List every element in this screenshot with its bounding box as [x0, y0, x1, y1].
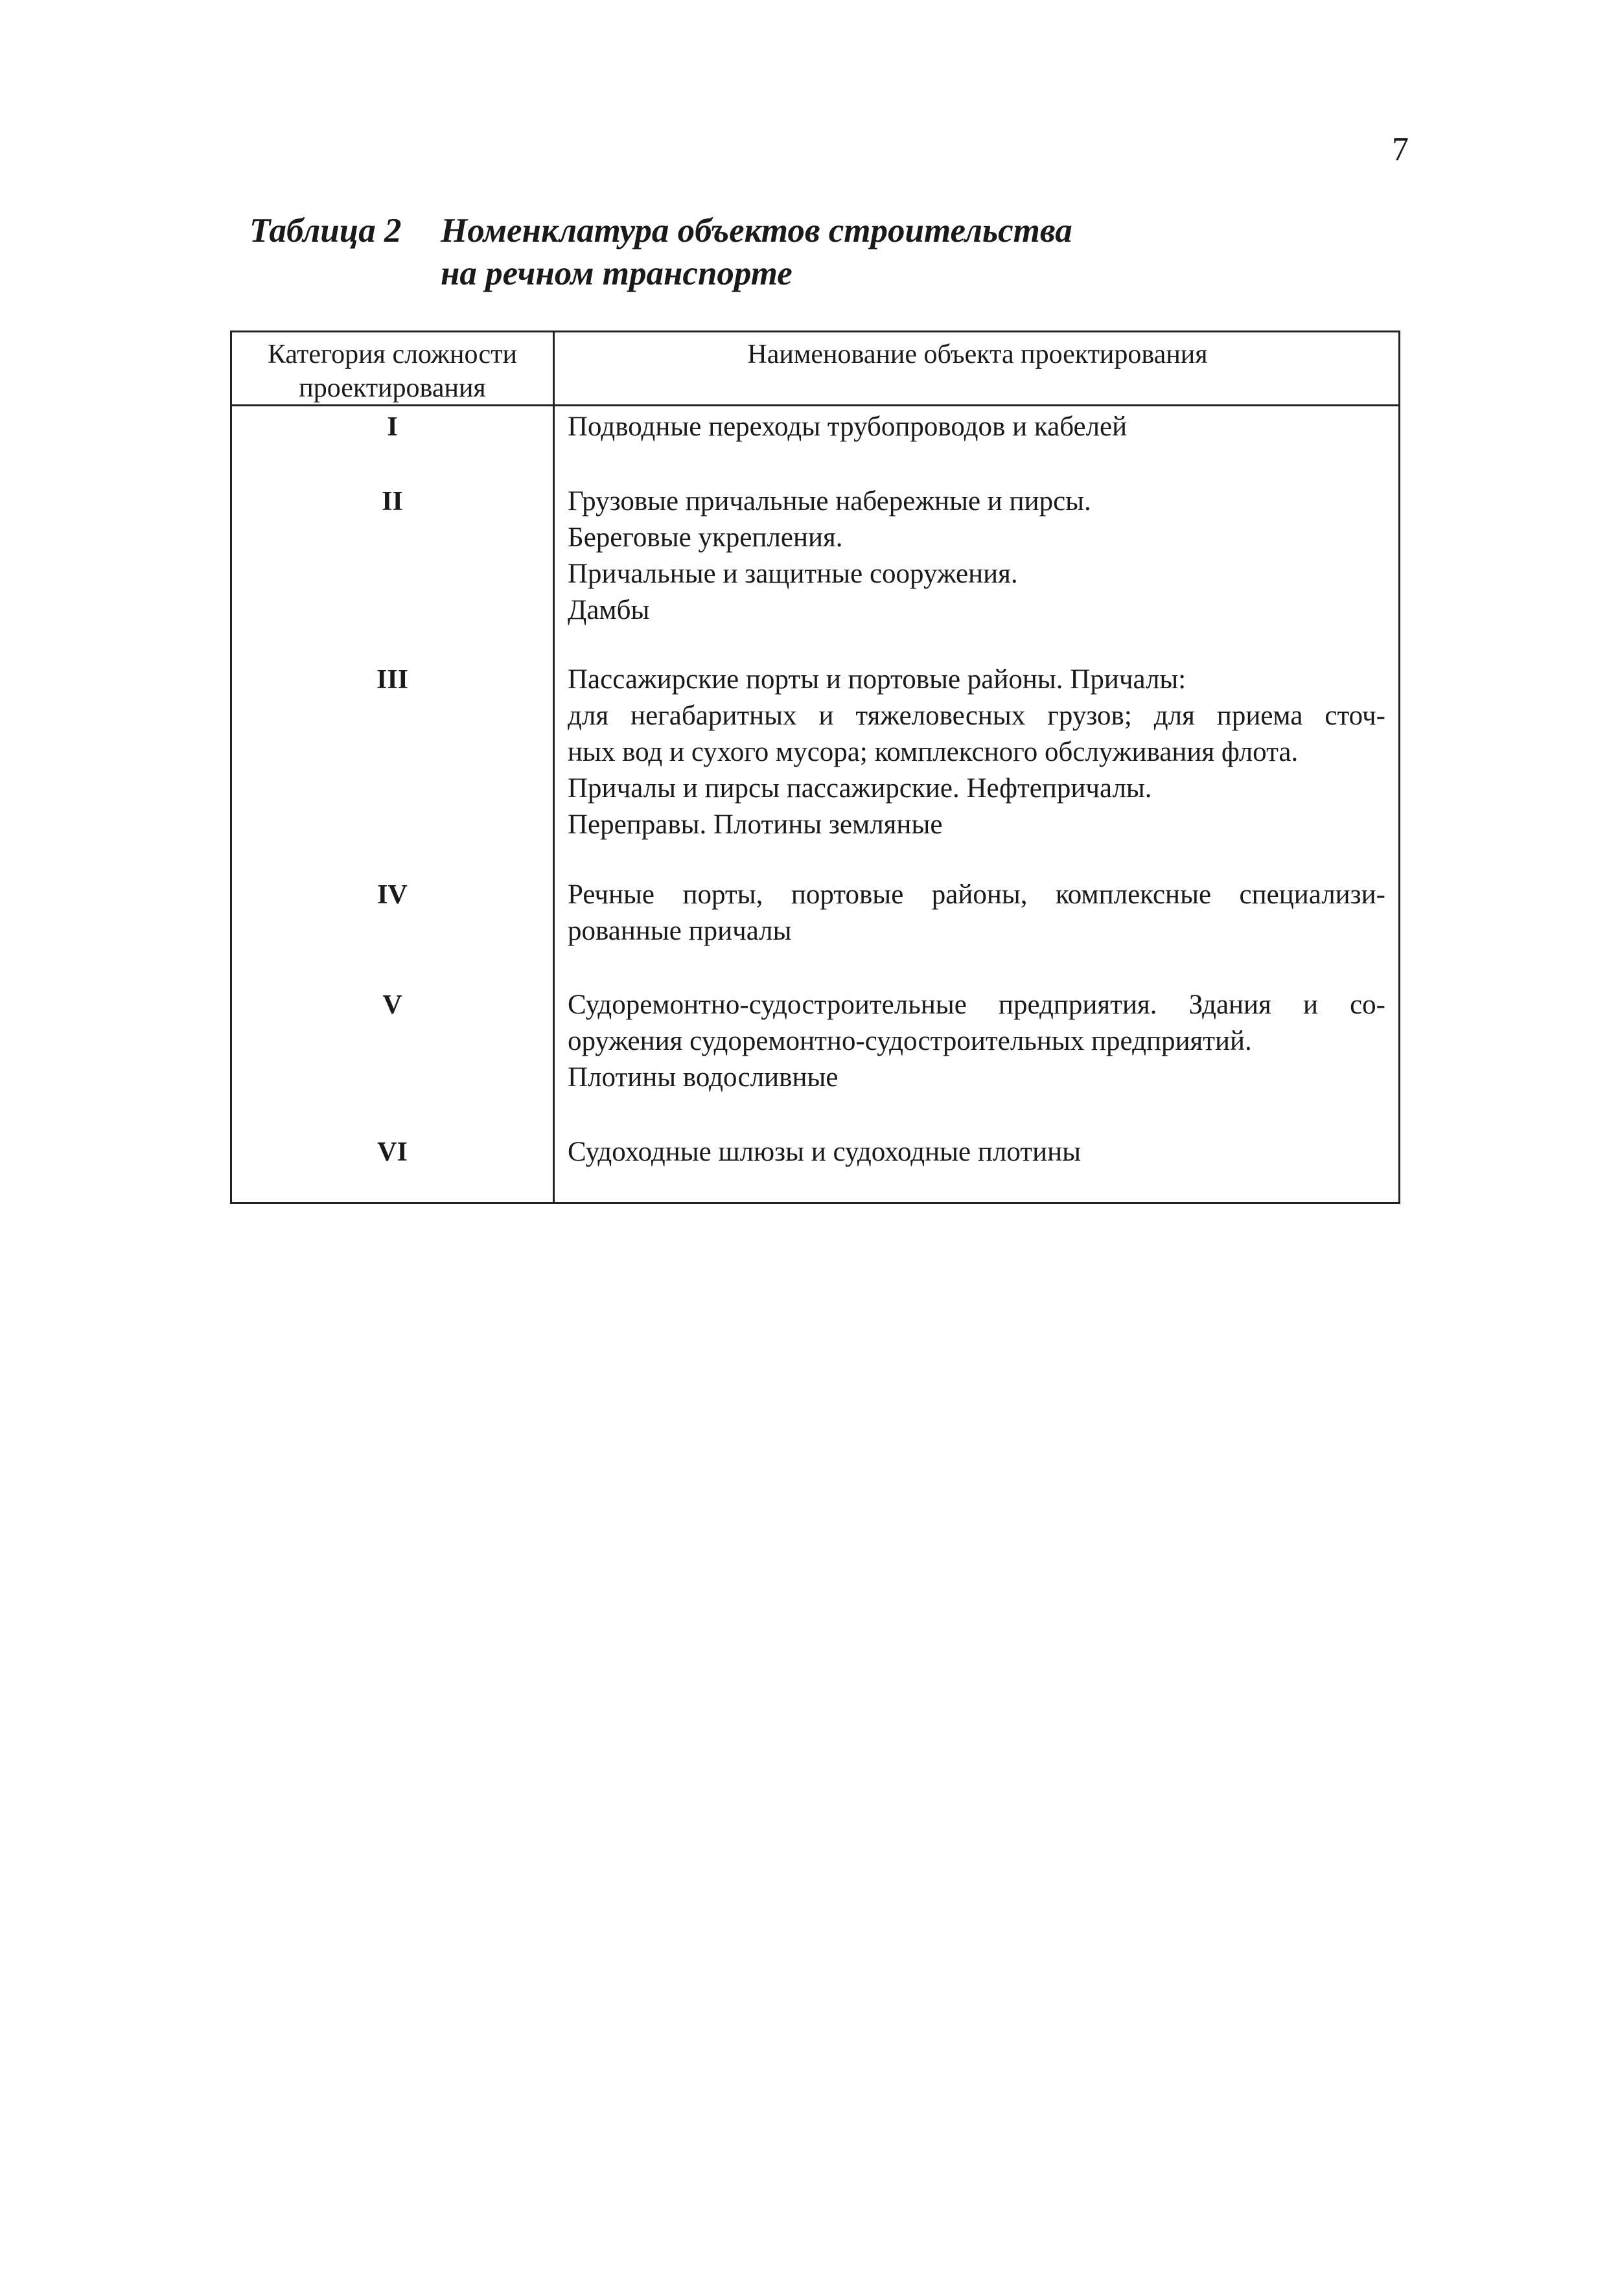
description-cell — [568, 877, 1385, 949]
description-cell — [568, 1134, 1385, 1170]
column-divider — [553, 332, 555, 1202]
description-line: Дамбы — [568, 595, 650, 625]
description-line: Причальные и защитные сооружения. — [568, 559, 1018, 589]
description-cell — [568, 662, 1385, 843]
category-cell: I — [387, 412, 398, 442]
description-line: Береговые укрепления. — [568, 522, 843, 553]
description-line: Грузовые причальные набережные и пирсы. — [568, 486, 1091, 516]
description-line: Переправы. Плотины земляные — [568, 809, 943, 840]
description-line: рованные причалы — [568, 916, 792, 946]
caption-title-line: на речном транспорте — [441, 255, 793, 292]
category-cell: VI — [377, 1137, 408, 1167]
nomenclature-table — [230, 330, 1400, 1204]
description-line: ных вод и сухого мусора; комплексного обслуживания флота. — [568, 737, 1299, 767]
description-cell — [568, 409, 1385, 445]
header-object-name-text: Наименование объекта проектирования — [747, 340, 1208, 369]
header-category — [232, 338, 553, 405]
description-line: Судоремонтно-судостроительные предприятия. Здания и со- — [568, 990, 1385, 1020]
description-line: для негабаритных и тяжеловесных грузов; для приема сточ- — [568, 701, 1385, 731]
description-cell — [568, 987, 1385, 1096]
header-category-line: проектирования — [299, 373, 486, 403]
category-cell: III — [376, 665, 409, 695]
page-number: 7 — [1392, 131, 1409, 168]
description-line: Подводные переходы трубопроводов и кабелей — [568, 412, 1128, 442]
description-line: Судоходные шлюзы и судоходные плотины — [568, 1137, 1081, 1167]
caption-title — [441, 209, 1413, 295]
category-cell: II — [382, 487, 403, 516]
description-line: оружения судоремонтно-судостроительных предприятий. — [568, 1026, 1252, 1056]
description-cell — [568, 483, 1385, 629]
description-line: Причалы и пирсы пассажирские. Нефтепричалы. — [568, 773, 1152, 804]
header-category-line: Категория сложности — [267, 340, 518, 369]
category-cell: IV — [377, 880, 408, 910]
caption-title-line: Номенклатура объектов строительства — [441, 212, 1072, 249]
description-line: Речные порты, портовые районы, комплексные специализи- — [568, 879, 1385, 910]
description-line: Плотины водосливные — [568, 1062, 839, 1093]
header-object-name — [555, 338, 1400, 371]
caption-label: Таблица 2 — [249, 212, 402, 249]
category-cell: V — [382, 990, 402, 1020]
description-line: Пассажирские порты и портовые районы. Причалы: — [568, 664, 1186, 695]
